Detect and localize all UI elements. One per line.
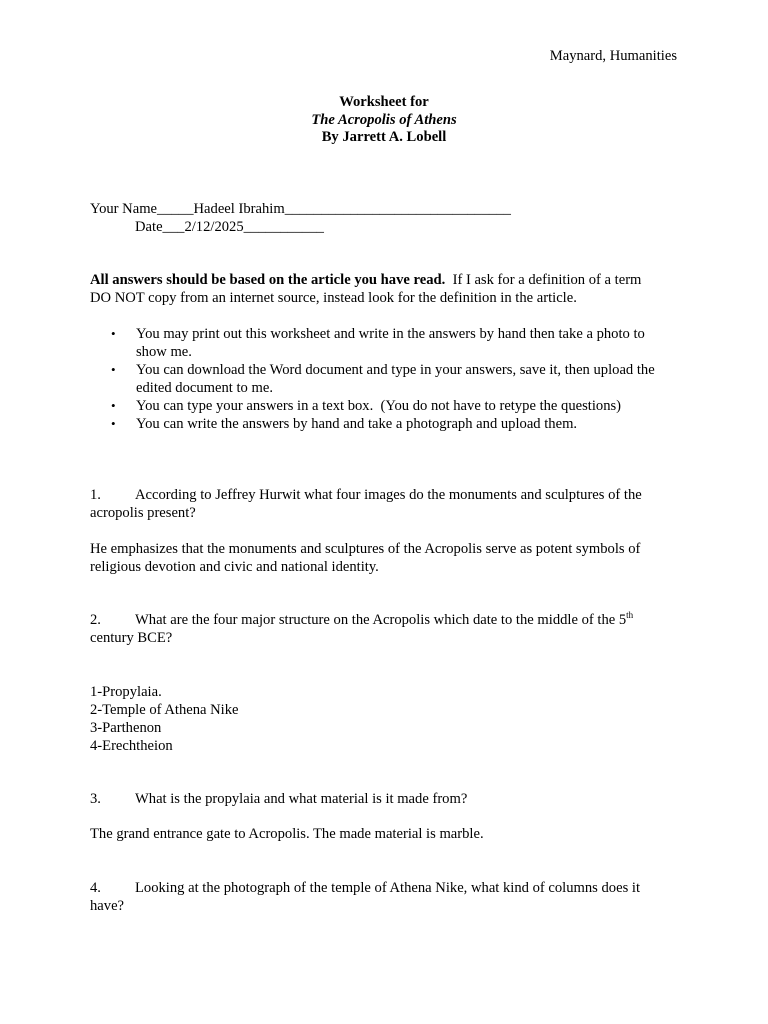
date-label: Date___: [135, 219, 185, 235]
answer-2-item: 4-Erechtheion: [90, 738, 173, 754]
bullet-icon: •: [111, 398, 116, 413]
bullet-item: [90, 415, 690, 433]
instructions-line-2: DO NOT copy from an internet source, instead look for the definition in the article.: [90, 290, 577, 306]
answer-2-item: 1-Propylaia.: [90, 684, 162, 700]
bullet-item: [90, 361, 690, 397]
question-number: 3.: [90, 791, 101, 807]
question-number: 2.: [90, 612, 101, 628]
question-1-cont: acropolis present?: [90, 505, 196, 521]
bullet-text: You may print out this worksheet and write in the answers by hand then take a photo to: [136, 326, 645, 342]
student-name-line: [90, 200, 690, 218]
answer-2-item: 2-Temple of Athena Nike: [90, 702, 239, 718]
bullet-text-cont: show me.: [136, 344, 192, 360]
question-2: [90, 611, 690, 629]
worksheet-title: [0, 94, 768, 147]
question-1: [90, 486, 690, 504]
question-4: [90, 879, 690, 897]
title-line-2: The Acropolis of Athens: [311, 111, 457, 128]
name-label: Your Name_____: [90, 201, 194, 217]
bullet-text: You can type your answers in a text box. (You do not have to retype the questions): [136, 398, 622, 414]
question-text: What are the four major structure on the Acropolis which date to the middle of the 5: [135, 612, 627, 628]
answer-3-line-1: The grand entrance gate to Acropolis. The made material is marble.: [90, 826, 484, 842]
date-trail: ___________: [243, 219, 324, 235]
bullet-text: You can download the Word document and type in your answers, save it, then upload the: [136, 362, 655, 378]
question-4-cont: have?: [90, 898, 125, 914]
student-date-line: [135, 218, 735, 236]
answer-2-item: 3-Parthenon: [90, 720, 162, 736]
question-2-cont: century BCE?: [90, 630, 173, 646]
bullet-text: You can write the answers by hand and take a photograph and upload them.: [136, 416, 578, 432]
bullet-item: [90, 325, 690, 361]
instructions-line-1: [90, 271, 690, 289]
instructions-rest: If I ask for a definition of a term: [445, 272, 642, 288]
name-value: Hadeel Ibrahim: [193, 201, 285, 217]
question-number: 1.: [90, 487, 101, 503]
answer-1-line-1: He emphasizes that the monuments and sculptures of the Acropolis serve as potent symbols of: [90, 541, 641, 557]
bullet-text-cont: edited document to me.: [136, 380, 273, 396]
instructions-bold: All answers should be based on the article you have read.: [90, 272, 446, 288]
superscript-th: th: [626, 610, 634, 621]
bullet-item: [90, 397, 690, 415]
instructions-bullet-list: [90, 325, 690, 433]
date-value: 2/12/2025: [184, 219, 244, 235]
bullet-icon: •: [111, 416, 116, 431]
header-author-course: Maynard, Humanities: [549, 48, 677, 64]
name-trail: _______________________________: [284, 201, 511, 217]
question-number: 4.: [90, 880, 101, 896]
bullet-icon: •: [111, 362, 116, 377]
title-line-1: Worksheet for: [339, 94, 429, 110]
question-text: What is the propylaia and what material is it made from?: [135, 791, 468, 807]
title-line-3: By Jarrett A. Lobell: [321, 129, 447, 145]
question-text: According to Jeffrey Hurwit what four images do the monuments and sculptures of the: [135, 487, 642, 503]
question-3: [90, 790, 690, 808]
bullet-icon: •: [111, 326, 116, 341]
answer-1-line-2: religious devotion and civic and national identity.: [90, 559, 379, 575]
question-text: Looking at the photograph of the temple of Athena Nike, what kind of columns does it: [135, 880, 641, 896]
